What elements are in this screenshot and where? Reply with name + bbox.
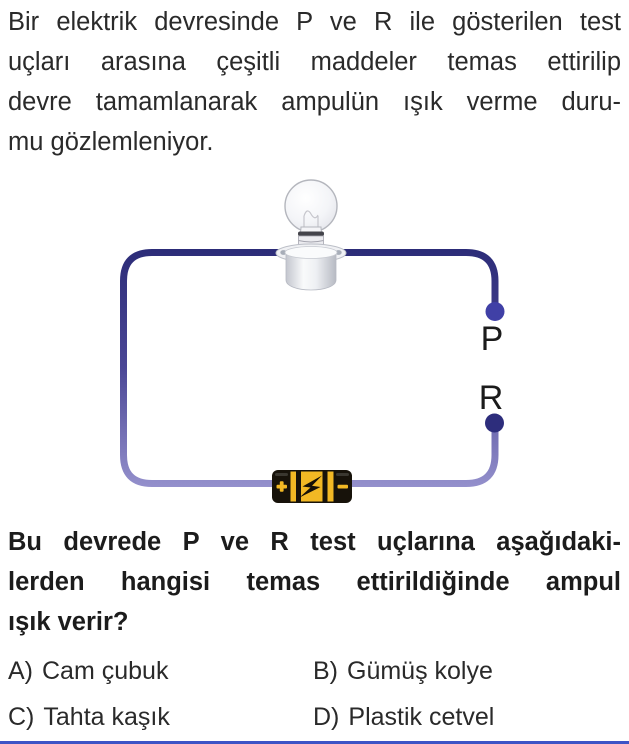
answer-options [8, 648, 621, 740]
question-line: lerden hangisi temas ettirildiğinde ampul [8, 568, 621, 596]
options-row-2 [8, 694, 621, 740]
bulb-collar-ring [298, 232, 324, 237]
option-d[interactable] [313, 703, 621, 732]
circuit-diagram [0, 170, 629, 515]
terminal-p-label: P [480, 320, 504, 358]
option-d-label: D) [313, 702, 340, 731]
battery-stripe-right [323, 472, 328, 502]
option-a[interactable] [8, 657, 313, 686]
light-bulb [276, 180, 346, 290]
battery [272, 470, 352, 503]
intro-line: Bir elektrik devresinde P ve R ile gösterilen test [8, 8, 621, 36]
question-text [8, 522, 621, 642]
option-d-text: Plastik cetvel [348, 702, 495, 731]
intro-line: mu gözlemleniyor. [8, 128, 214, 156]
intro-line: devre tamamlanarak ampulün ışık verme duru- [8, 88, 621, 116]
option-c-text: Tahta kaşık [43, 702, 170, 731]
intro-paragraph [8, 2, 621, 162]
terminal-p-dot [486, 302, 505, 321]
battery-minus-icon [338, 485, 349, 489]
options-row-1 [8, 648, 621, 694]
bulb-holder-top [285, 247, 337, 259]
question-line: ışık verir? [8, 608, 129, 636]
option-c-label: C) [8, 702, 35, 731]
option-c[interactable] [8, 703, 313, 732]
option-b-label: B) [313, 656, 338, 685]
option-b-text: Gümüş kolye [347, 656, 493, 685]
question-line: Bu devrede P ve R test uçlarına aşağıdaki- [8, 528, 621, 556]
bulb-holder-cylinder [286, 255, 336, 290]
battery-cap-highlight-left [275, 473, 288, 476]
intro-line: uçları arasına çeşitli maddeler temas ettirilip [8, 48, 621, 76]
option-a-label: A) [8, 656, 33, 685]
battery-cap-highlight-right [336, 473, 349, 476]
option-b[interactable] [313, 657, 621, 686]
option-a-text: Cam çubuk [42, 656, 169, 685]
terminal-r-label: R [478, 379, 504, 417]
bulb-glass [285, 180, 337, 232]
